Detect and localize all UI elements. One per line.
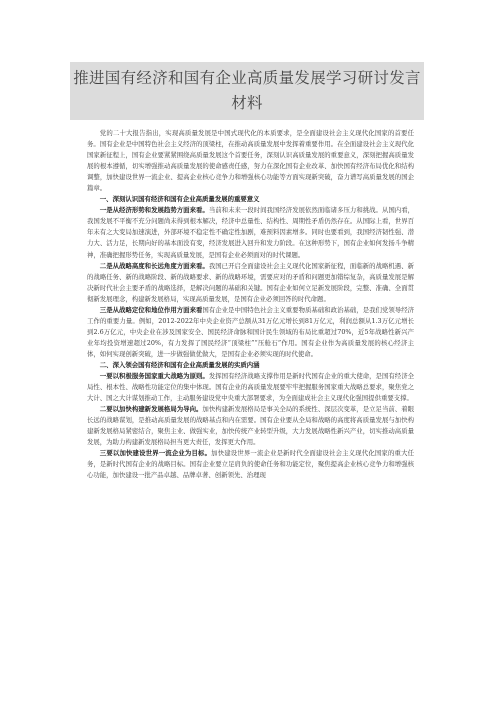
paragraph-lead: 三要以加快建设世界一流企业为目标。	[99, 449, 212, 458]
section-2-paragraph-3	[87, 448, 414, 481]
paragraph-lead: 二要以加快构建新发展格局为导向。	[99, 405, 203, 414]
document-title: 推进国有经济和国有企业高质量发展学习研讨发言材料	[73, 69, 421, 112]
section-2-paragraph-2	[87, 404, 414, 448]
paragraph-lead: 一是从经济形势和发展趋势方面来看。	[99, 206, 209, 215]
section-1-paragraph-1	[87, 205, 414, 260]
section-1-paragraph-2	[87, 261, 414, 305]
section-1-heading: 一、深刻认识国有经济和国有企业高质量发展的重要意义	[99, 195, 260, 204]
section-2-paragraph-1	[87, 371, 414, 404]
paragraph-text: 加快建设世界一流企业是新时代全面建设社会主义现代化国家的重大任务，是新时代国有企业的战略目标。国有企业要立足肩负的使命任务和功能定位，聚焦提高企业核心竞争力和增强核心功能，加快建设一批产品卓越、品牌卓著、创新领先、治理现	[87, 449, 415, 480]
paragraph-text: 我国已开启全面建设社会主义现代化国家新征程，面临新的战略机遇、新的战略任务、新的战略阶段、新的战略要求、新的战略环境，需要应对的矛盾和问题更加错综复杂，高质量发展是解决新时代社会主要矛盾的战略选择，是解决问题的基础和关键。国有企业如何立足新发展阶段，完整、准确、全面贯彻新发展理念，构建新发展格局，实现高质量发展，是国有企业必须回答的时代命题。	[87, 261, 415, 303]
section-1-paragraph-3	[87, 305, 414, 360]
paragraph-text: 国有企业是中国特色社会主义重要物质基础和政治基础，是我们党领导经济工作的重要力量。例如，2012-2022年中央企业资产总额从31万亿元增长到81万亿元，利润总额从1.3万亿元增长到2.6万亿元，中央企业在涉及国家安全、国民经济命脉和国计民生领域的布局比重超过70%，近5年战略性新兴产业年均投资增速超过20%，有力发挥了国民经济“顶梁柱”“压舱石”作用。国有企业作为高质量发展的核心经济主体，如何实现创新突破，进一步做强做优做大，是国有企业必须实现的时代使命。	[87, 305, 415, 358]
paragraph-text: 加快构建新发展格局是事关全局的系统性、深层次变革，是立足当前、着眼长远的战略谋划，是推动高质量发展的战略基点和内在需要。国有企业要从全局和战略的高度将高质量发展与加快构建新发展格局紧密结合，聚焦主业、做强实业，加快传统产业转型升级，大力发展战略性新兴产业，切实推动高质量发展，为助力构建新发展格局担当更大责任，发挥更大作用。	[87, 405, 415, 447]
paragraph-text: 当前和未来一段时间我国经济发展依然面临诸多压力和挑战。从国内看，我国发展不平衡不充分问题尚未得到根本解决，经济中总量性、结构性、周期性矛盾仍然存在。从国际上看，世界百年未有之大变局加速演进，外部环境不稳定性不确定性加剧，难预料因素增多。同时也要看到，我国经济韧性强、潜力大、活力足，长期向好的基本面没有变，经济发展进入回升和发力阶段。在这种形势下，国有企业如何发扬斗争精神，准确把握形势任务，实现高质量发展，是国有企业必须面对的时代课题。	[87, 206, 415, 259]
intro-paragraph: 党的二十大报告指出，实现高质量发展是中国式现代化的本质要求，是全面建设社会主义现代化国家的首要任务。国有企业是中国特色社会主义经济的顶梁柱，在推动高质量发展中发挥着重要作用。在全面建设社会主义现代化国家新征程上，国有企业要紧紧围绕高质量发展这个首要任务，深刻认识高质量发展的重要意义，深刻把握高质量发展的根本遵循，切实增强推动高质量发展的使命感责任感，努力在深化国有企业改革、加快国有经济布局优化和结构调整，加快建设世界一流企业、提高企业核心竞争力和增强核心功能等方面实现新突破，奋力谱写高质量发展的国企篇章。	[87, 129, 414, 193]
paragraph-lead: 一要以积极服务国家重大战略为原则。	[99, 372, 209, 381]
paragraph-lead: 二是从战略高度和长远角度方面来看。	[99, 261, 209, 270]
paragraph-lead: 三是从战略定位和地位作用方面来看	[99, 305, 203, 314]
document-body	[87, 128, 414, 482]
paragraph-text: 发挥国有经济战略支撑作用是新时代国有企业的重大使命，是国有经济全局性、根本性、战略性功能定位的集中体现。国有企业的高质量发展要牢牢把握服务国家重大战略总要求，聚焦党之大计、国之大计谋划推动工作，主动服务建设党中央重大部署要求，为全面建成社会主义现代化强国提供重要支撑。	[87, 372, 415, 403]
section-2-heading: 二、深入领会国有经济和国有企业高质量发展的实质内涵	[99, 360, 260, 369]
